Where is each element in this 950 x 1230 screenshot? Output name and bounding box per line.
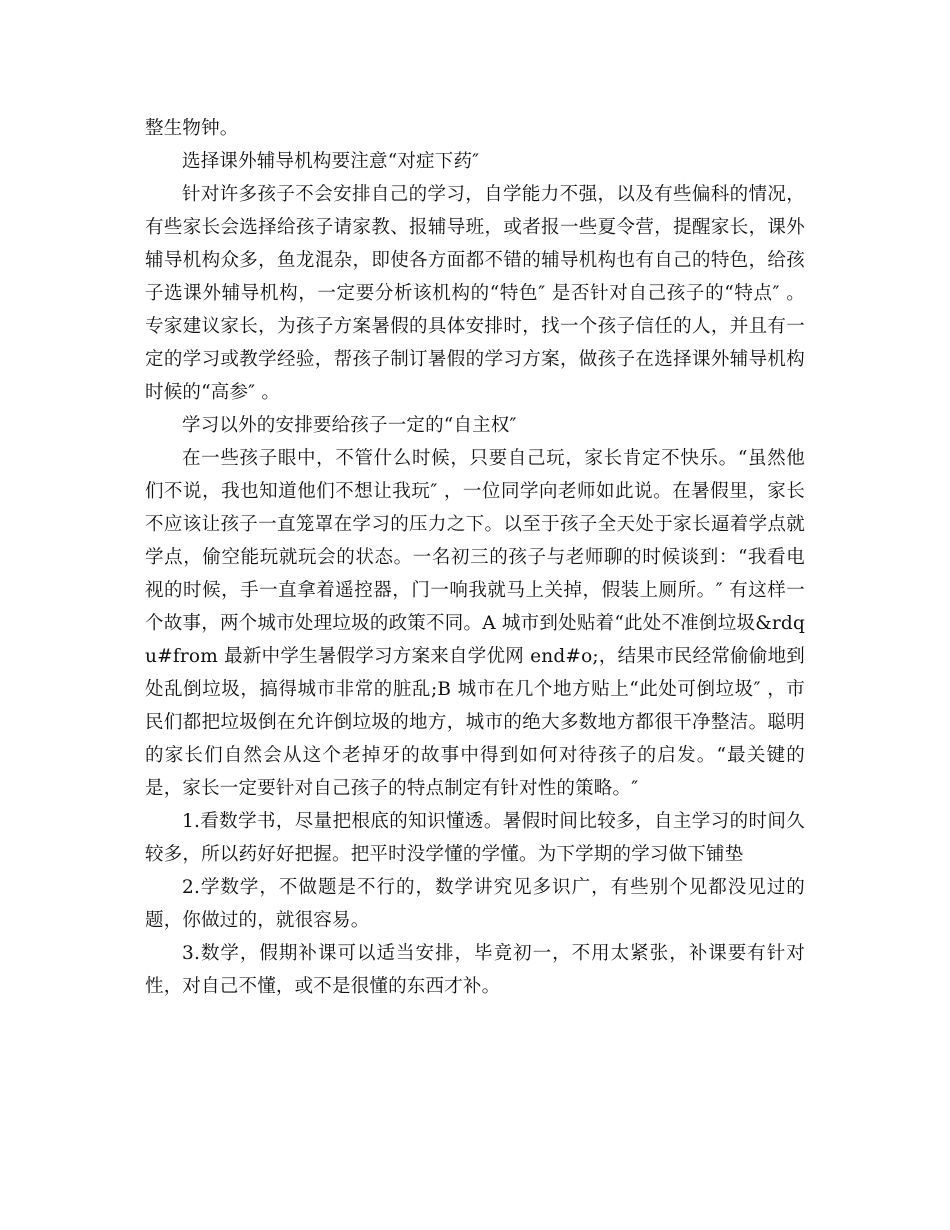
section-heading-autonomy: 学习以外的安排要给孩子一定的“自主权″ [182, 415, 517, 436]
paragraph-continuation: 整生物钟。 [145, 118, 239, 139]
list-item-3: 3.数学，假期补课可以适当安排，毕竟初一，不用太紧张，补课要有针对性，对自己不懂，或不是很懂的东西才补。 [145, 943, 805, 997]
section-heading-tutoring: 选择课外辅导机构要注意“对症下药″ [182, 151, 480, 172]
document-body [145, 112, 805, 1003]
paragraph-autonomy: 在一些孩子眼中，不管什么时候，只要自己玩，家长肯定不快乐。“虽然他们不说，我也知道他们不想让我玩″ ，一位同学向老师如此说。在暑假里，家长不应该让孩子一直笼罩在学习的压力之下。以至于孩子全天处于家长逼着学点就学点，偷空能玩就玩会的状态。一名初三的孩子与老师聊的时候谈到：“我看电视的时候，手一直拿着遥控器，门一响我就马上关掉，假装上厕所。″ 有这样一个故事，两个城市处理垃圾的政策不同。A 城市到处贴着“此处不准倒垃圾&rdqu#from 最新中学生暑假学习方案来自学优网 end#o;，结果市民经常偷偷地到处乱倒垃圾，搞得城市非常的脏乱;B 城市在几个地方贴上“此处可倒垃圾″ ，市民们都把垃圾倒在允许倒垃圾的地方，城市的绝大多数地方都很干净整洁。聪明的家长们自然会从这个老掉牙的故事中得到如何对待孩子的启发。“最关键的是，家长一定要针对自己孩子的特点制定有针对性的策略。″ [145, 448, 805, 799]
list-item-2: 2.学数学，不做题是不行的，数学讲究见多识广，有些别个见都没见过的题，你做过的，就很容易。 [145, 877, 805, 931]
list-item-1: 1.看数学书，尽量把根底的知识懂透。暑假时间比较多，自主学习的时间久较多，所以药好好把握。把平时没学懂的学懂。为下学期的学习做下铺垫 [145, 811, 805, 865]
paragraph-tutoring: 针对许多孩子不会安排自己的学习，自学能力不强，以及有些偏科的情况，有些家长会选择给孩子请家教、报辅导班，或者报一些夏令营，提醒家长，课外辅导机构众多，鱼龙混杂，即使各方面都不错的辅导机构也有自己的特色，给孩子选课外辅导机构，一定要分析该机构的“特色″ 是否针对自己孩子的“特点″ 。专家建议家长，为孩子方案暑假的具体安排时，找一个孩子信任的人，并且有一定的学习或教学经验，帮孩子制订暑假的学习方案，做孩子在选择课外辅导机构时候的“高参″ 。 [145, 184, 805, 403]
